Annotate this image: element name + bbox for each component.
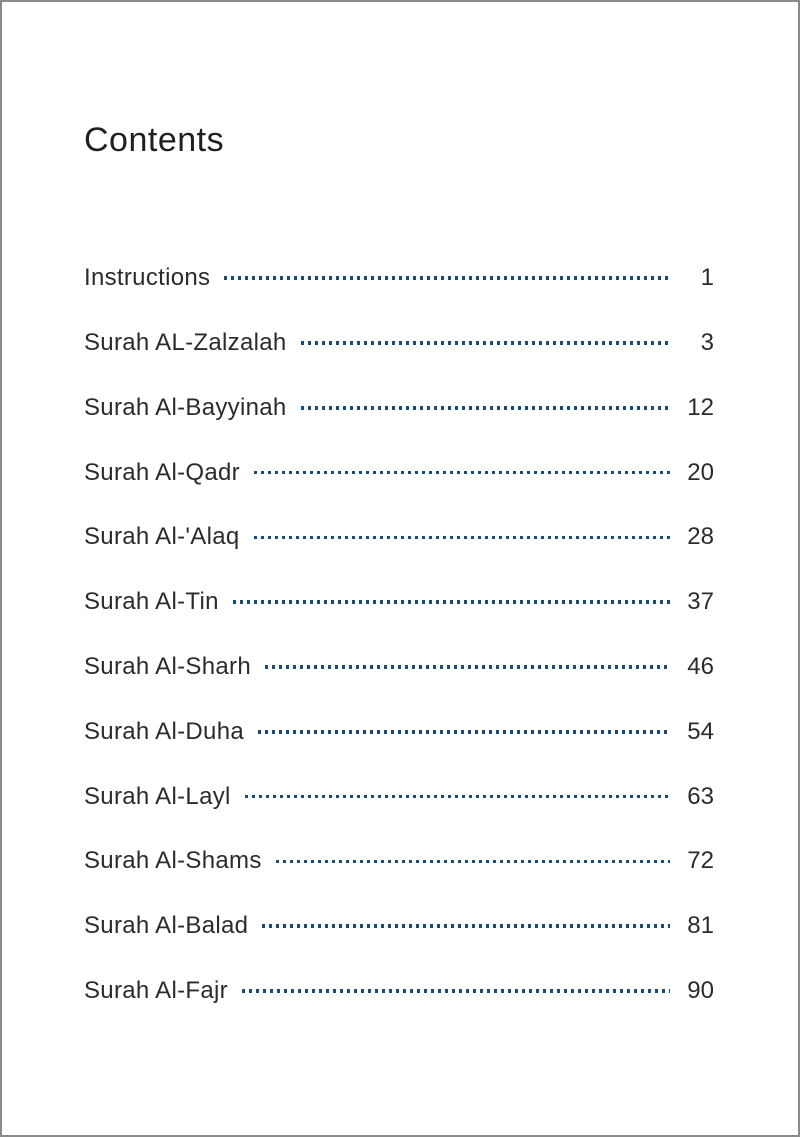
toc-entry-page: 12 <box>687 393 714 421</box>
toc-entry-al-shams[interactable] <box>84 829 714 894</box>
toc-entry-label: Surah Al-Tin <box>84 588 219 616</box>
toc-entry-page: 46 <box>687 652 714 680</box>
toc-page <box>2 120 798 1023</box>
toc-entry-page: 81 <box>687 912 714 940</box>
toc-entry-page: 37 <box>687 588 714 616</box>
dot-leader <box>262 924 670 928</box>
toc-entry-al-fajr[interactable] <box>84 959 714 1024</box>
dot-leader <box>224 276 670 280</box>
dot-leader <box>233 600 670 604</box>
dot-leader <box>276 860 670 864</box>
toc-entry-page: 72 <box>687 847 714 875</box>
toc-entry-page: 28 <box>687 523 714 551</box>
toc-entry-al-alaq[interactable] <box>84 505 714 570</box>
toc-list <box>84 246 714 1024</box>
toc-entry-instructions[interactable] <box>84 246 714 311</box>
toc-entry-page: 20 <box>687 458 714 486</box>
dot-leader <box>258 730 670 734</box>
dot-leader <box>254 471 670 475</box>
toc-entry-al-duha[interactable] <box>84 699 714 764</box>
toc-entry-al-tin[interactable] <box>84 570 714 635</box>
toc-entry-label: Surah Al-Fajr <box>84 976 228 1004</box>
dot-leader <box>254 536 670 540</box>
dot-leader <box>301 341 670 345</box>
toc-entry-label: Surah Al-Bayyinah <box>84 393 287 421</box>
toc-entry-label: Surah Al-'Alaq <box>84 523 240 551</box>
toc-entry-al-balad[interactable] <box>84 894 714 959</box>
toc-entry-page: 3 <box>700 328 714 356</box>
dot-leader <box>242 989 670 993</box>
toc-entry-al-layl[interactable] <box>84 764 714 829</box>
toc-entry-page: 63 <box>687 782 714 810</box>
toc-entry-label: Instructions <box>84 264 211 292</box>
toc-entry-label: Surah Al-Duha <box>84 717 244 745</box>
dot-leader <box>301 406 670 410</box>
toc-entry-label: Surah Al-Balad <box>84 912 249 940</box>
toc-entry-al-qadr[interactable] <box>84 440 714 505</box>
toc-entry-label: Surah Al-Sharh <box>84 652 251 680</box>
toc-entry-page: 90 <box>687 976 714 1004</box>
dot-leader <box>265 665 670 669</box>
toc-entry-label: Surah Al-Qadr <box>84 458 240 486</box>
page-title: Contents <box>84 121 225 159</box>
dot-leader <box>245 795 670 799</box>
toc-entry-al-bayyinah[interactable] <box>84 375 714 440</box>
toc-entry-page: 54 <box>687 717 714 745</box>
toc-entry-label: Surah Al-Shams <box>84 847 262 875</box>
toc-entry-label: Surah AL-Zalzalah <box>84 328 287 356</box>
toc-entry-al-zalzalah[interactable] <box>84 311 714 376</box>
toc-entry-al-sharh[interactable] <box>84 635 714 700</box>
toc-entry-label: Surah Al-Layl <box>84 782 231 810</box>
toc-entry-page: 1 <box>700 264 714 292</box>
